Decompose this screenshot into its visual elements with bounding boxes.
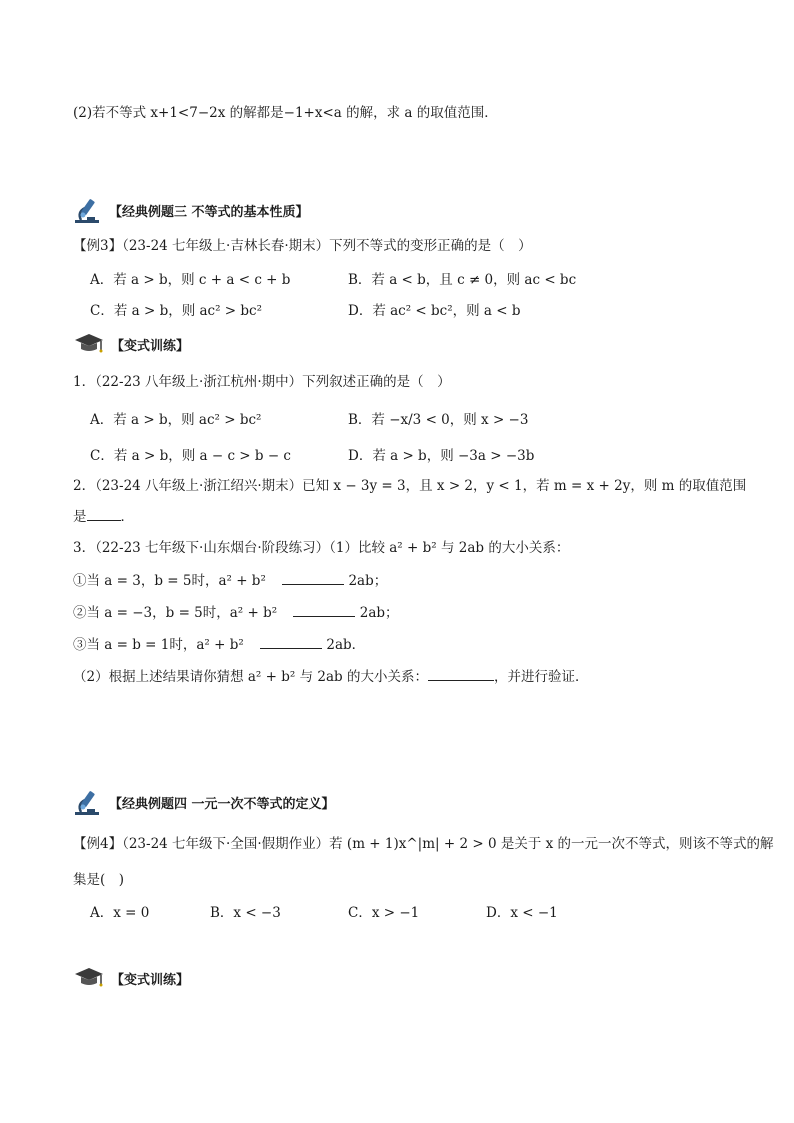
practice-heading [73,964,189,992]
example-4-continuation: 集是( ) [73,872,125,888]
graduation-cap-icon [73,332,105,356]
practice-title: 【变式训练】 [111,972,190,988]
item-3-rhs: 2ab [326,637,352,653]
section-title: 【经典例题三 不等式的基本性质】 [109,204,309,220]
answer-blank[interactable] [282,570,344,585]
example-4: 【例4】（23-24 七年级下·全国·假期作业）若 (m + 1)x^|m| + 2 > 0 是关于 x 的一元一次不等式，则该不等式的解 [73,836,774,852]
question-1-option-d: D．若 a > b，则 −3a > −3b [348,448,535,464]
example-3-option-c: C．若 a > b，则 ac² > bc² [90,303,263,319]
section-heading [73,196,309,224]
question-1-option-c: C．若 a > b，则 a − c > b − c [90,448,291,464]
question-1-option-a: A．若 a > b，则 ac² > bc² [90,412,262,428]
item-2-text: ②当 a = −3，b = 5时，a² + b² [73,605,278,621]
example-4-option-d: D．x < −1 [486,905,558,921]
item-1-rhs: 2ab [348,573,374,589]
practice-question-1: 1．（22-23 八年级上·浙江杭州·期中）下列叙述正确的是（ ） [73,374,451,390]
item-1-text: ①当 a = 3，b = 5时，a² + b² [73,573,266,589]
example-4-option-a: A．x = 0 [90,905,150,921]
section-heading [73,788,335,816]
microscope-icon [73,788,103,816]
part-2-tail: ，并进行验证． [493,669,589,685]
answer-blank[interactable] [260,634,322,649]
answer-blank[interactable] [293,602,355,617]
question-3-item-2: ②当 a = −3，b = 5时，a² + b² 2ab； [73,602,399,623]
part-2-text: （2）根据上述结果请你猜想 a² + b² 与 2ab 的大小关系： [73,669,428,685]
example-3: 【例3】（23-24 七年级上·吉林长春·期末）下列不等式的变形正确的是（ ） [73,238,532,254]
question-3-part-2 [73,666,588,687]
question-part-2: (2)若不等式 x+1<7−2x 的解都是−1+x<a 的解，求 a 的取值范围． [73,105,498,121]
example-3-option-b: B．若 a < b，且 c ≠ 0，则 ac < bc [348,272,577,288]
example-4-option-b: B．x < −3 [210,905,281,921]
question-2-continuation: 是 ． [73,506,134,527]
item-2-rhs: 2ab [359,605,386,621]
answer-blank[interactable] [428,666,494,681]
practice-question-3: 3．（22-23 七年级下·山东烟台·阶段练习）（1）比较 a² + b² 与 2ab 的大小关系： [73,540,570,556]
example-4-option-c: C．x > −1 [348,905,420,921]
practice-heading [73,330,189,358]
example-3-option-d: D．若 ac² < bc²，则 a < b [348,303,521,319]
question-1-option-b: B．若 −x/3 < 0，则 x > −3 [348,412,529,428]
question-3-item-3: ③当 a = b = 1时，a² + b² 2ab． [73,634,365,655]
answer-blank[interactable] [87,506,121,521]
question-3-item-1: ①当 a = 3，b = 5时，a² + b² 2ab； [73,570,387,591]
example-3-option-a: A．若 a > b，则 c + a < c + b [90,272,291,288]
section-title: 【经典例题四 一元一次不等式的定义】 [109,796,335,812]
item-3-text: ③当 a = b = 1时，a² + b² [73,637,244,653]
question-2-tail: 是 [73,509,87,525]
practice-title: 【变式训练】 [111,338,190,354]
graduation-cap-icon [73,966,105,990]
practice-question-2: 2．（23-24 八年级上·浙江绍兴·期末）已知 x − 3y = 3，且 x > 2，y < 1，若 m = x + 2y，则 m 的取值范围 [73,478,747,494]
microscope-icon [73,196,103,224]
